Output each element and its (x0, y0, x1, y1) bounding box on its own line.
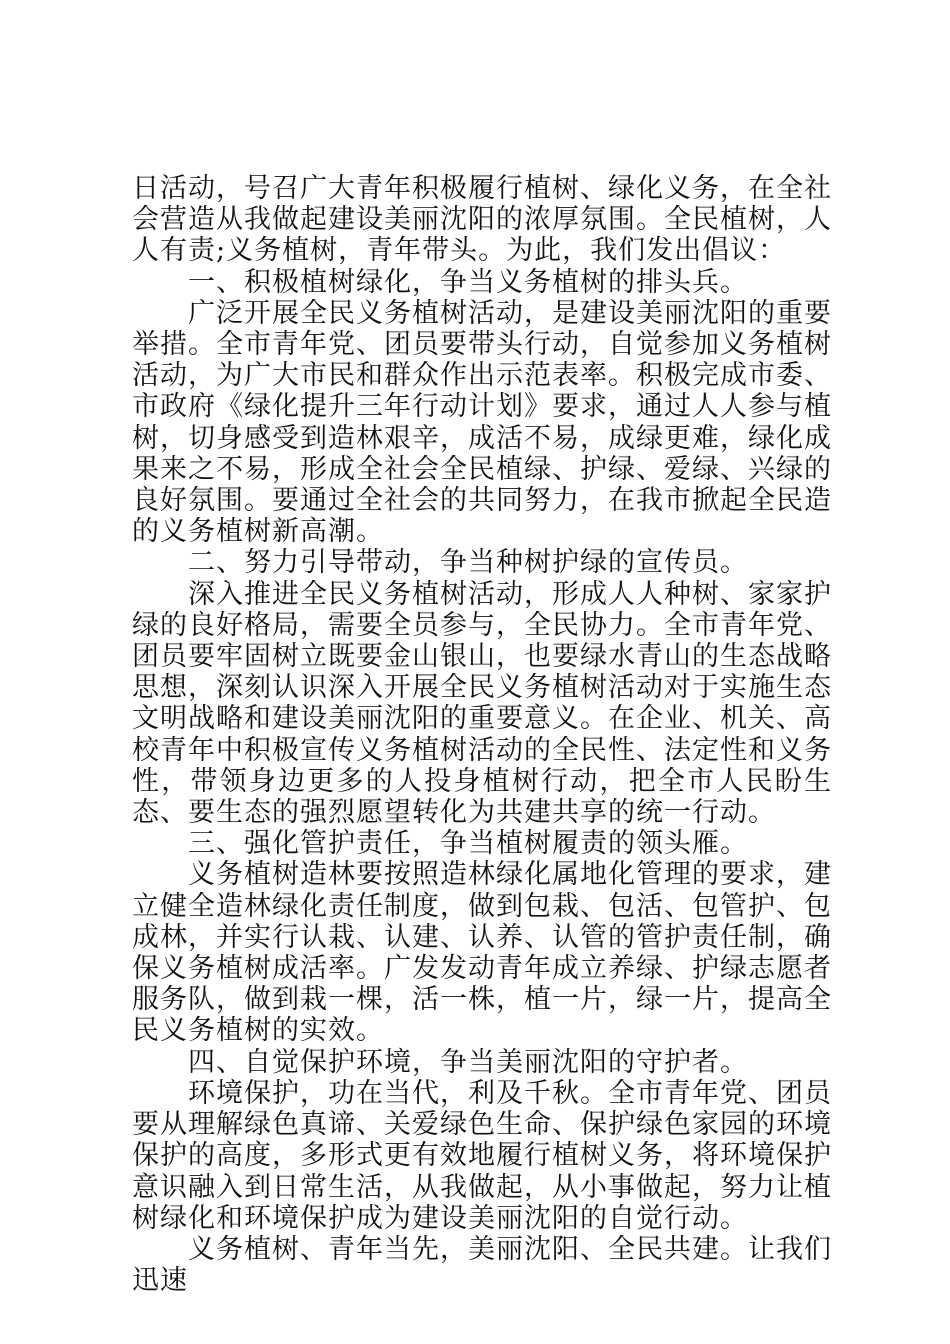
heading-3: 三、强化管护责任，争当植树履责的领头雁。 (188, 828, 748, 860)
paragraph-6: 义务植树、青年当先，美丽沈阳、全民共建。让我们迅速 (132, 1233, 832, 1297)
paragraph-5: 环境保护，功在当代，利及千秋。全市青年党、团员要从理解绿色真谛、关爱绿色生命、保护绿色家园的环境保护的高度，多形式更有效地履行植树义务，将环境保护意识融入到日常生活，从我做起，从小事做起，努力让植树绿化和环境保护成为建设美丽沈阳的自觉行动。 (132, 1077, 832, 1234)
paragraph-4: 义务植树造林要按照造林绿化属地化管理的要求，建立健全造林绿化责任制度，做到包栽、包活、包管护、包成林，并实行认栽、认建、认养、认管的管护责任制，确保义务植树成活率。广发发动青年成立养绿、护绿志愿者服务队，做到栽一棵，活一株，植一片，绿一片，提高全民义务植树的实效。 (132, 859, 832, 1047)
heading-1: 一、积极植树绿化，争当义务植树的排头兵。 (188, 266, 748, 298)
heading-2: 二、努力引导带动，争当种树护绿的宣传员。 (188, 547, 748, 579)
paragraph-2: 广泛开展全民义务植树活动，是建设美丽沈阳的重要举措。全市青年党、团员要带头行动，自觉参加义务植树活动，为广大市民和群众作出示范表率。积极完成市委、市政府《绿化提升三年行动计划》要求，通过人人参与植树，切身感受到造林艰辛，成活不易，成绿更难，绿化成果来之不易，形成全社会全民植绿、护绿、爱绿、兴绿的良好氛围。要通过全社会的共同努力，在我市掀起全民造的义务植树新高潮。 (132, 297, 832, 548)
document-body (132, 173, 832, 1296)
paragraph-1: 日活动，号召广大青年积极履行植树、绿化义务，在全社会营造从我做起建设美丽沈阳的浓厚氛围。全民植树，人人有责;义务植树，青年带头。为此，我们发出倡议： (132, 173, 832, 267)
heading-4: 四、自觉保护环境，争当美丽沈阳的守护者。 (188, 1046, 748, 1078)
paragraph-3: 深入推进全民义务植树活动，形成人人种树、家家护绿的良好格局，需要全员参与，全民协力。全市青年党、团员要牢固树立既要金山银山，也要绿水青山的生态战略思想，深刻认识深入开展全民义务植树活动对于实施生态文明战略和建设美丽沈阳的重要意义。在企业、机关、高校青年中积极宣传义务植树活动的全民性、法定性和义务性，带领身边更多的人投身植树行动，把全市人民盼生态、要生态的强烈愿望转化为共建共享的统一行动。 (132, 578, 832, 829)
